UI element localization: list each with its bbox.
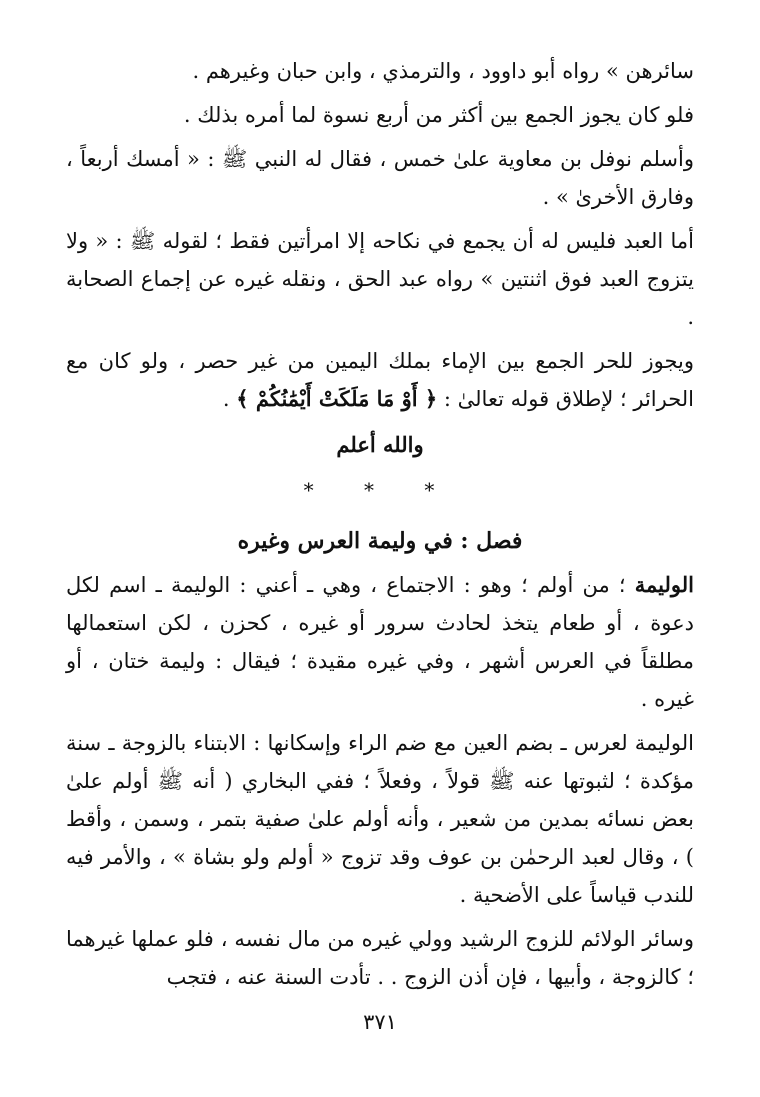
section-heading: فصل : في وليمة العرس وغيره bbox=[237, 528, 523, 554]
page-number: ٣٧١ bbox=[363, 1010, 397, 1034]
section-paragraph-1-lead: الوليمة bbox=[634, 572, 694, 597]
paragraph-5 bbox=[66, 342, 694, 418]
section-paragraph-2: الوليمة لعرس ـ بضم العين مع ضم الراء وإسكانها : الابتناء بالزوجة ـ سنة مؤكدة ؛ لثبوتها عنه ﷺ قولاً ، وفعلاً ؛ ففي البخاري ( أنه ﷺ أولم علىٰ بعض نسائه بمدين من شعير ، وأنه أولم علىٰ صفية بتمر ، وسمن ، وأقط ) ، وقال لعبد الرحمٰن بن عوف وقد تزوج « أولم ولو بشاة » ، والأمر فيه للندب قياساً على الأضحية . bbox=[66, 731, 694, 907]
section-separator: * * * bbox=[303, 478, 457, 502]
section-paragraph-3: وسائر الولائم للزوج الرشيد وولي غيره من مال نفسه ، فلو عملها غيرهما ؛ كالزوجة ، وأبيها ، فإن أذن الزوج . . تأدت السنة عنه ، فتجب bbox=[66, 927, 694, 989]
paragraph-2: فلو كان يجوز الجمع بين أكثر من أربع نسوة لما أمره بذلك . bbox=[183, 103, 694, 127]
closing-phrase: والله أعلم bbox=[336, 432, 424, 457]
paragraph-4: أما العبد فليس له أن يجمع في نكاحه إلا امرأتين فقط ؛ لقوله ﷺ : « ولا يتزوج العبد فوق اثنتين » رواه عبد الحق ، ونقله غيره عن إجماع الصحابة . bbox=[66, 229, 694, 329]
paragraph-5-end: . bbox=[222, 387, 230, 411]
paragraph-1: سائرهن » رواه أبو داوود ، والترمذي ، وابن حبان وغيرهم . bbox=[192, 59, 694, 83]
section-paragraph-1 bbox=[66, 566, 694, 718]
paragraph-3: وأسلم نوفل بن معاوية علىٰ خمس ، فقال له النبي ﷺ : « أمسك أربعاً ، وفارق الأخرىٰ » . bbox=[66, 147, 694, 209]
section-paragraph-1-rest: ؛ من أولم ؛ وهو : الاجتماع ، وهي ـ أعني : الوليمة ـ اسم لكل دعوة ، أو طعام يتخذ لحادث سرور أو غيره ، كحزن ، لكن استعمالها مطلقاً في العرس أشهر ، وفي غيره مقيدة ؛ فيقال : وليمة ختان ، أو غيره . bbox=[66, 573, 694, 711]
quran-verse: ﴿ أَوْ مَا مَلَكَتْ أَيْمَٰنُكُمْ ﴾ bbox=[236, 386, 438, 411]
paragraph-5-text: ويجوز للحر الجمع بين الإماء بملك اليمين من غير حصر ، ولو كان مع الحرائر ؛ لإطلاق قوله تعالىٰ : bbox=[66, 349, 694, 411]
